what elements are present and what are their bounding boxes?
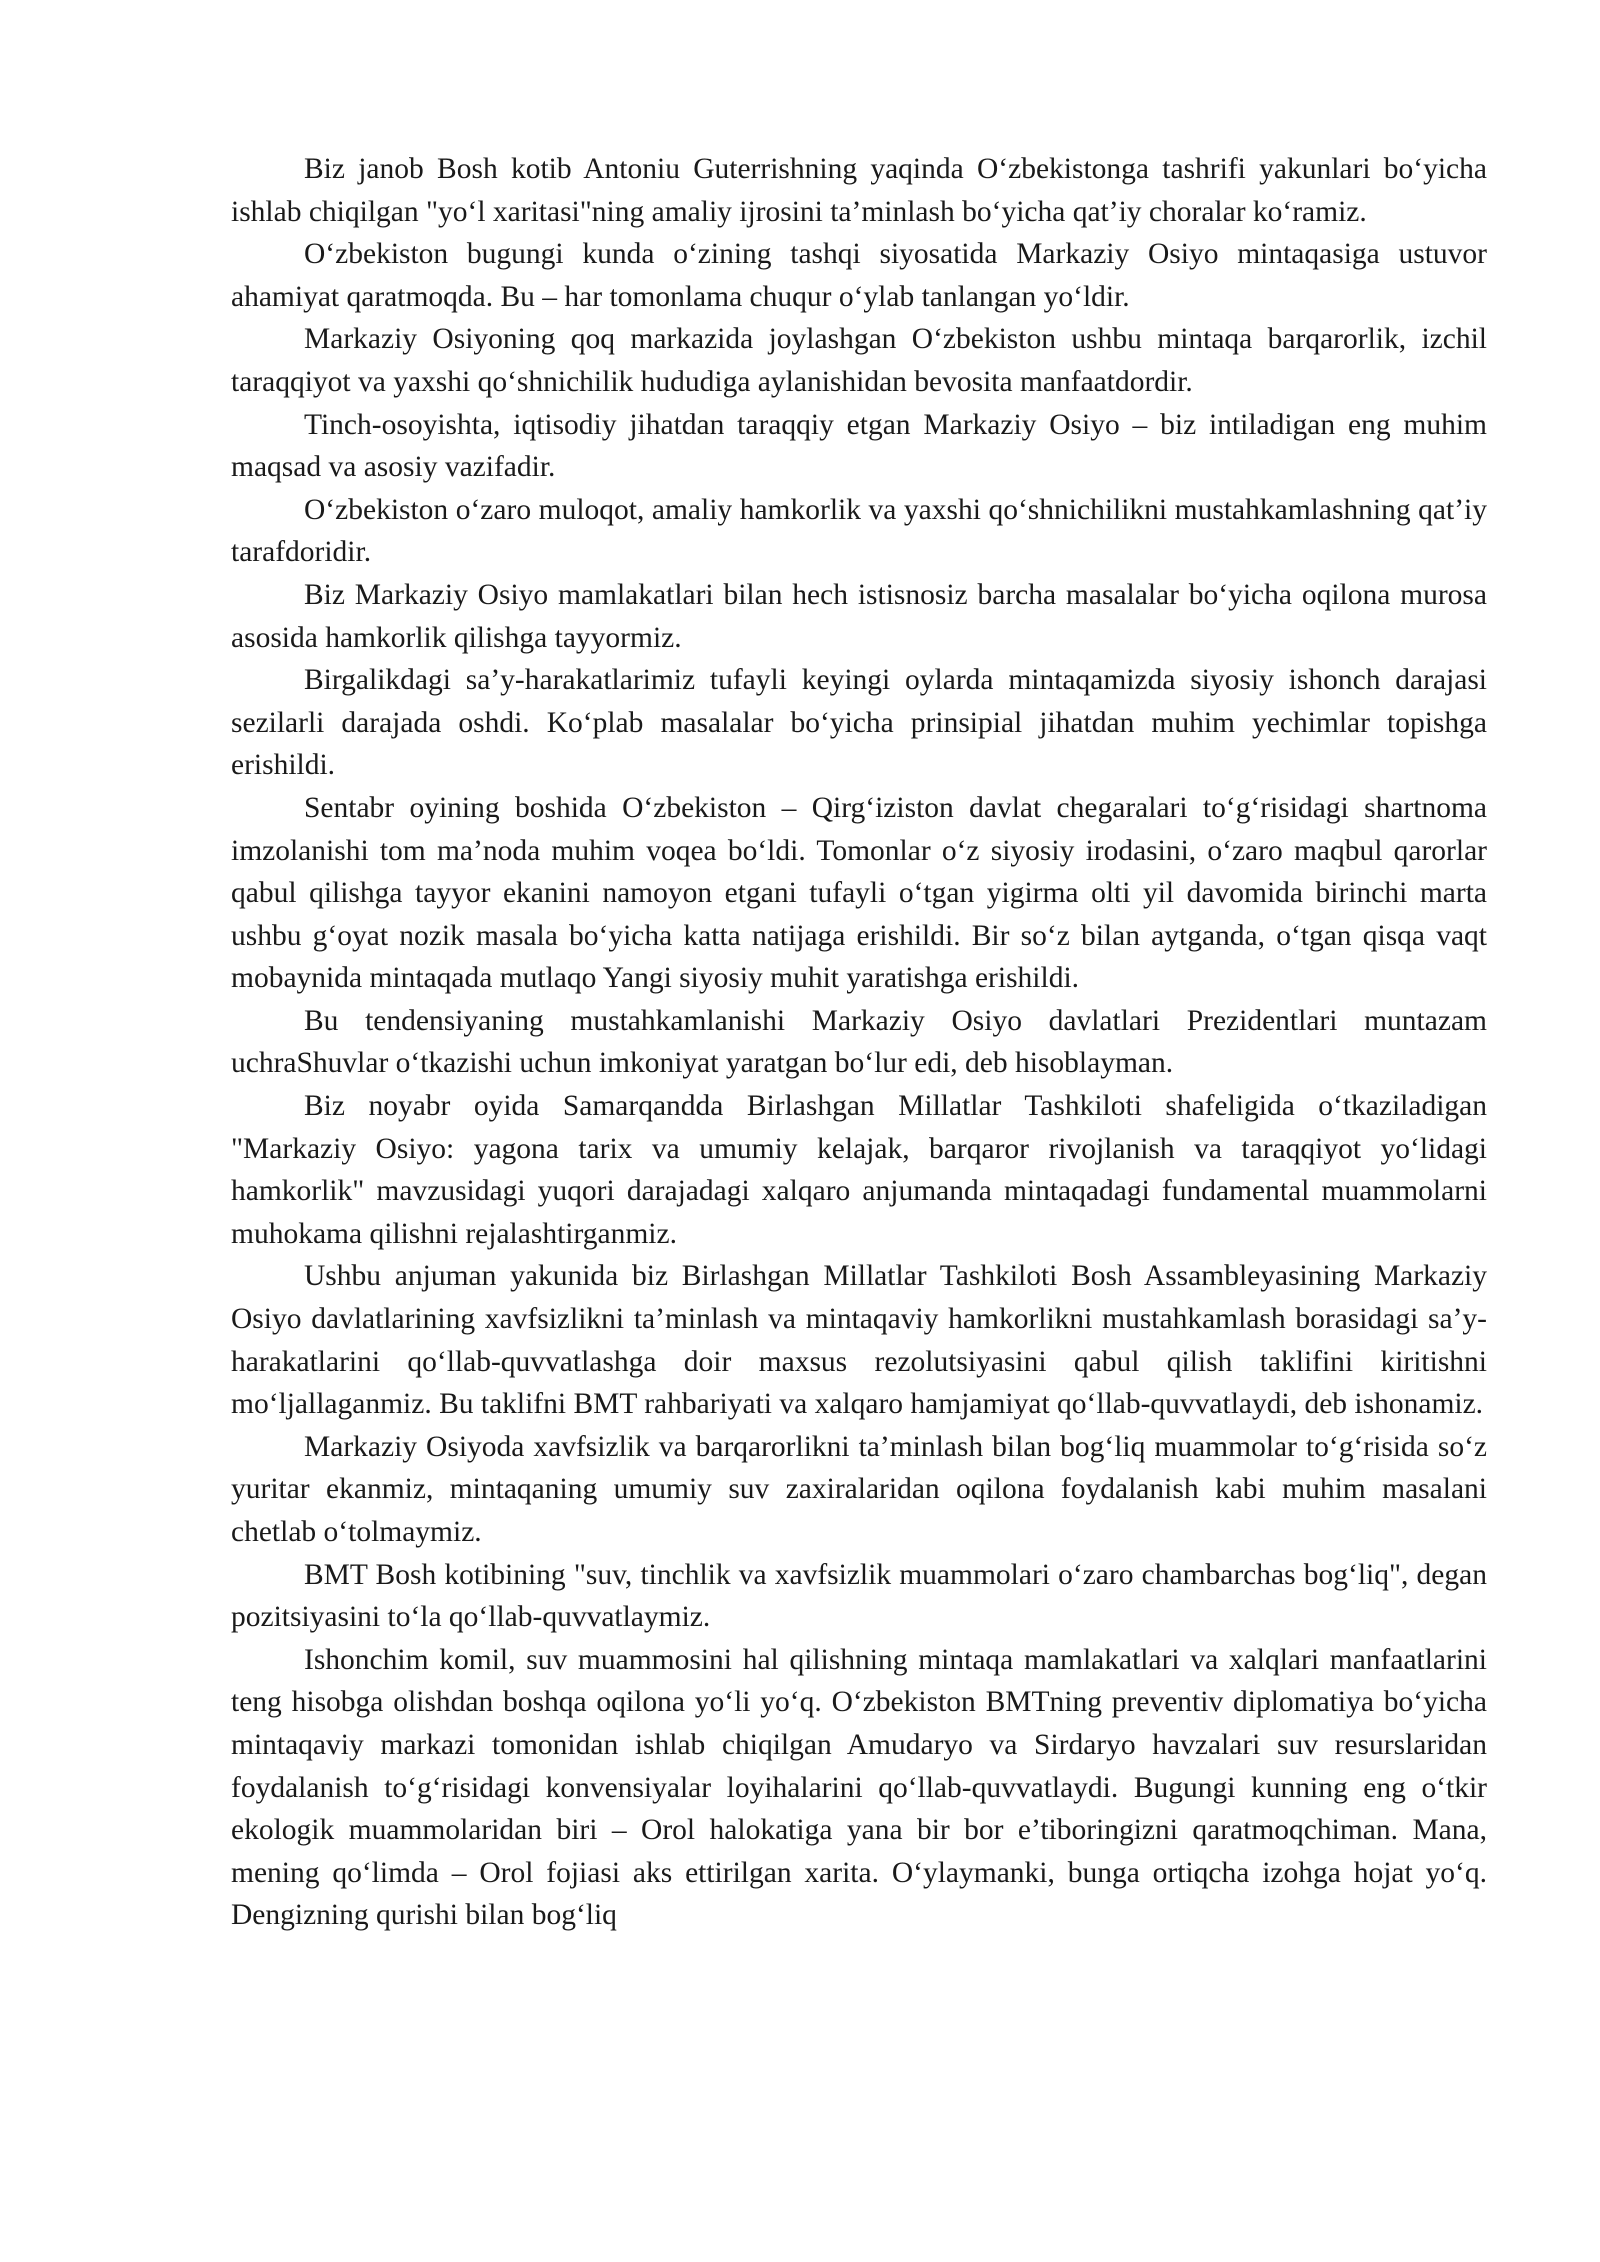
paragraph-9: Bu tendensiyaning mustahkamlanishi Markaziy Osiyo davlatlari Prezidentlari muntazam uchraShuvlar o‘tkazishi uchun imkoniyat yaratgan bo‘lur edi, deb hisoblayman.: [231, 1004, 1487, 1080]
paragraph-7: Birgalikdagi sa’y-harakatlarimiz tufayli keyingi oylarda mintaqamizda siyosiy ishonch darajasi sezilarli darajada oshdi. Ko‘plab masalalar bo‘yicha prinsipial jihatdan muhim yechimlar topishga erishildi.: [231, 664, 1487, 782]
paragraph-11: Ushbu anjuman yakunida biz Birlashgan Millatlar Tashkiloti Bosh Assambleyasining Markaziy Osiyo davlatlarining xavfsizlikni ta’minlash va mintaqaviy hamkorlikni mustahkamlash borasidagi sa’y-harakatlarini qo‘llab-quvvatlashga doir maxsus rezolutsiyasini qabul qilish taklifini kiritishni mo‘ljallaganmiz. Bu taklifni BMT rahbariyati va xalqaro hamjamiyat qo‘llab-quvvatlaydi, deb ishonamiz.: [231, 1260, 1487, 1421]
paragraph-2: O‘zbekiston bugungi kunda o‘zining tashqi siyosatida Markaziy Osiyo mintaqasiga ustuvor ahamiyat qaratmoqda. Bu – har tomonlama chuqur o‘ylab tanlangan yo‘ldir.: [231, 238, 1487, 313]
paragraph-6: Biz Markaziy Osiyo mamlakatlari bilan hech istisnosiz barcha masalalar bo‘yicha oqilona murosa asosida hamkorlik qilishga tayyormiz.: [231, 578, 1487, 654]
paragraph-4: Tinch-osoyishta, iqtisodiy jihatdan taraqqiy etgan Markaziy Osiyo – biz intiladigan eng muhim maqsad va asosiy vazifadir.: [231, 408, 1487, 484]
paragraph-3: Markaziy Osiyoning qoq markazida joylashgan O‘zbekiston ushbu mintaqa barqarorlik, izchil taraqqiyot va yaxshi qo‘shnichilik hududiga aylanishidan bevosita manfaatdordir.: [231, 323, 1487, 398]
paragraph-5: O‘zbekiston o‘zaro muloqot, amaliy hamkorlik va yaxshi qo‘shnichilikni mustahkamlashning qat’iy tarafdoridir.: [231, 493, 1487, 569]
paragraph-10: Biz noyabr oyida Samarqandda Birlashgan Millatlar Tashkiloti shafeligida o‘tkaziladigan "Markaziy Osiyo: yagona tarix va umumiy kelajak, barqaror rivojlanish va taraqqiyot yo‘lidagi hamkorlik" mavzusidagi yuqori darajadagi xalqaro anjumanda mintaqadagi fundamental muammolarni muhokama qilishni rejalashtirganmiz.: [231, 1090, 1487, 1250]
paragraph-14: Ishonchim komil, suv muammosini hal qilishning mintaqa mamlakatlari va xalqlari manfaatlarini teng hisobga olishdan boshqa oqilona yo‘li yo‘q. O‘zbekiston BMTning preventiv diplomatiya bo‘yicha mintaqaviy markazi tomonidan ishlab chiqilgan Amudaryo va Sirdaryo havzalari suv resurslaridan foydalanish to‘g‘risidagi konvensiyalar loyihalarini qo‘llab-quvvatlaydi. Bugungi kunning eng o‘tkir ekologik muammolaridan biri – Orol halokatiga yana bir bor e’tiboringizni qaratmoqchiman. Mana, mening qo‘limda – Orol fojiasi aks ettirilgan xarita. O‘ylaymanki, bunga ortiqcha izohga hojat yo‘q. Dengizning qurishi bilan bog‘liq: [231, 1643, 1487, 1932]
paragraph-12: Markaziy Osiyoda xavfsizlik va barqarorlikni ta’minlash bilan bog‘liq muammolar to‘g‘risida so‘z yuritar ekanmiz, mintaqaning umumiy suv zaxiralaridan oqilona foydalanish kabi muhim masalani chetlab o‘tolmaymiz.: [231, 1430, 1487, 1548]
document-body: [231, 148, 1487, 1937]
paragraph-13: BMT Bosh kotibining "suv, tinchlik va xavfsizlik muammolari o‘zaro chambarchas bog‘liq", degan pozitsiyasini to‘la qo‘llab-quvvatlaymiz.: [231, 1558, 1487, 1634]
paragraph-8: Sentabr oyining boshida O‘zbekiston – Qirg‘iziston davlat chegaralari to‘g‘risidagi shartnoma imzolanishi tom ma’noda muhim voqea bo‘ldi. Tomonlar o‘z siyosiy irodasini, o‘zaro maqbul qarorlar qabul qilishga tayyor ekanini namoyon etgani tufayli o‘tgan yigirma olti yil davomida birinchi marta ushbu g‘oyat nozik masala bo‘yicha katta natijaga erishildi. Bir so‘z bilan aytganda, o‘tgan qisqa vaqt mobaynida mintaqada mutlaqo Yangi siyosiy muhit yaratishga erishildi.: [231, 791, 1487, 995]
paragraph-1: Biz janob Bosh kotib Antoniu Guterrishning yaqinda O‘zbekistonga tashrifi yakunlari bo‘yicha ishlab chiqilgan "yo‘l xaritasi"ning amaliy ijrosini ta’minlash bo‘yicha qat’iy choralar ko‘ramiz.: [231, 153, 1487, 228]
